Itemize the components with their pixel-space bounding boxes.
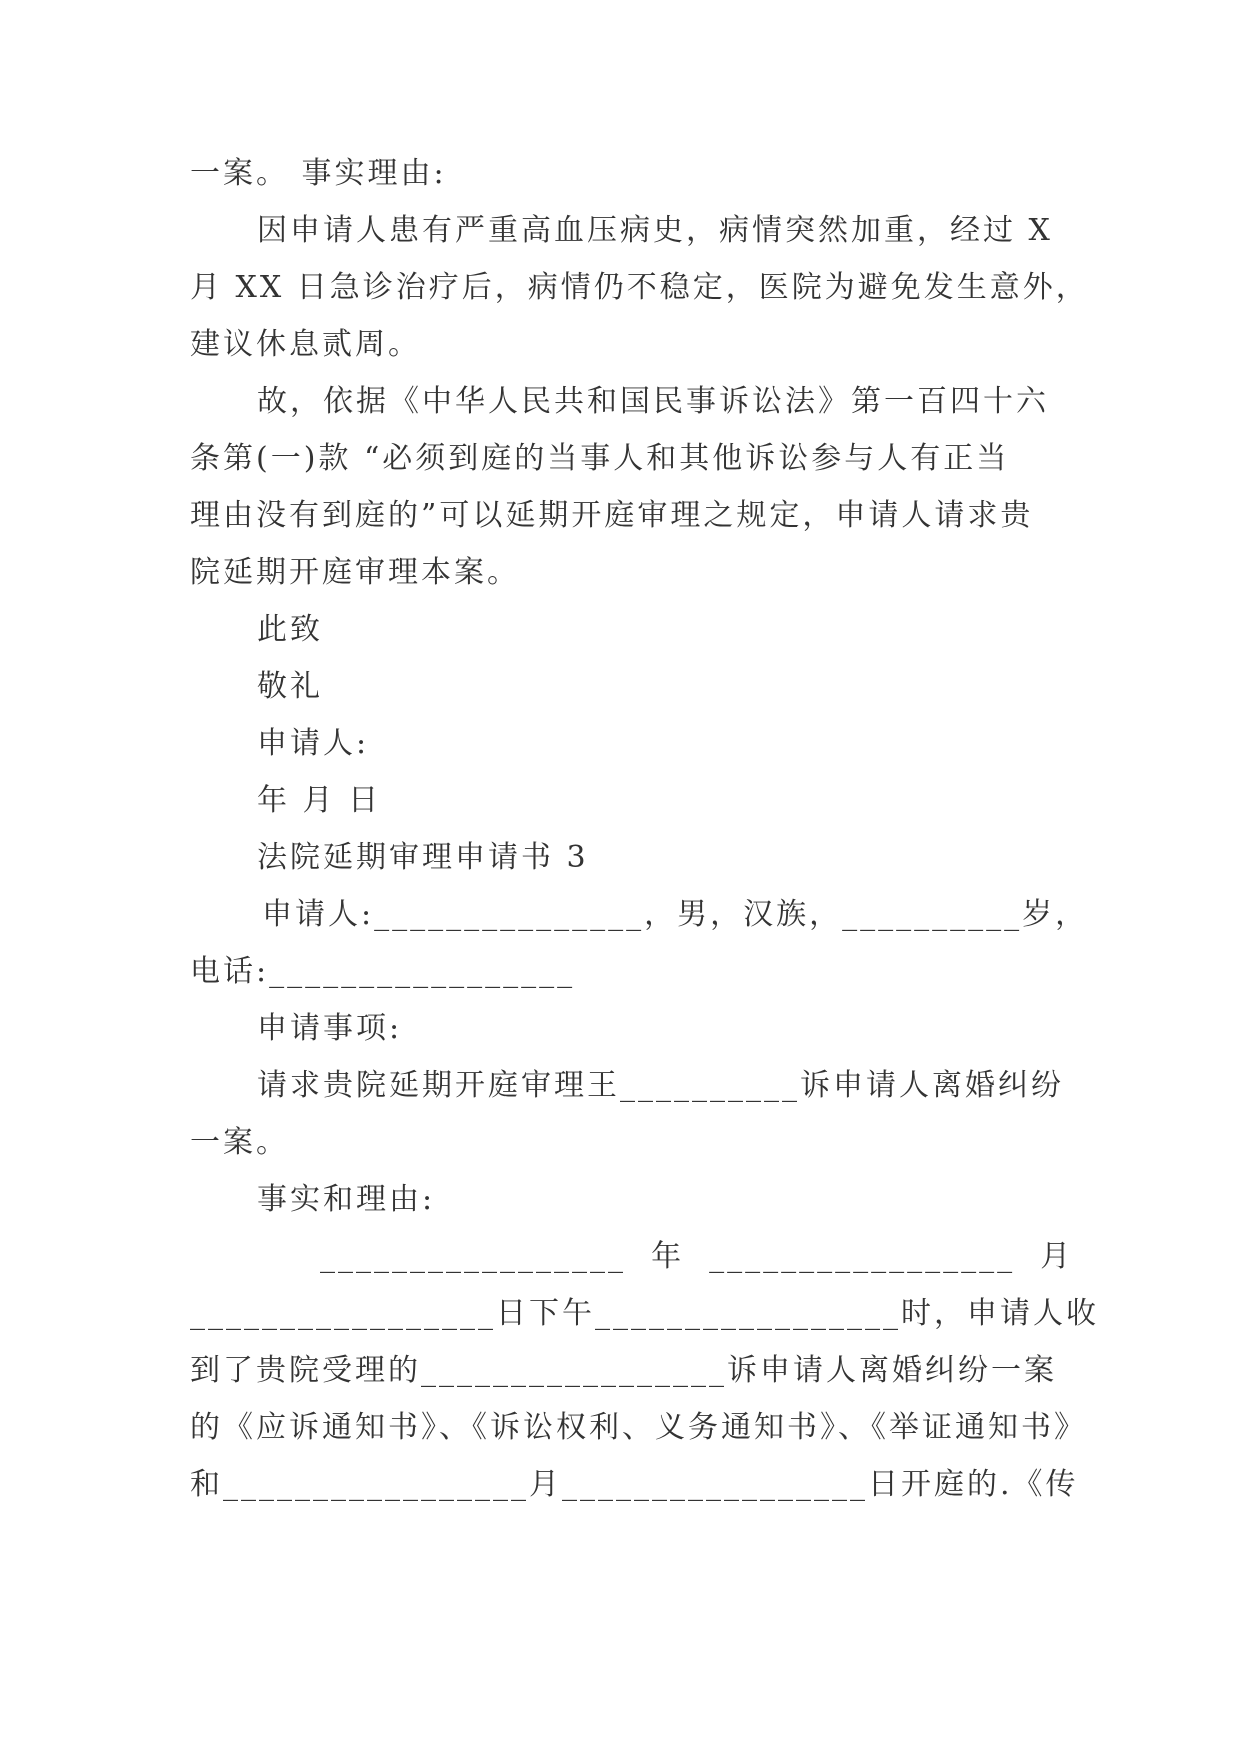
text-line: _________________ 年 _________________ 月	[320, 1239, 1074, 1274]
text-line: 到了贵院受理的_________________诉申请人离婚纠纷一案	[190, 1353, 1057, 1388]
text-line: 建议休息贰周。	[190, 327, 421, 362]
text-line: 申请人:_______________，男，汉族，__________岁，	[262, 897, 1089, 932]
text-line: 因申请人患有严重高血压病史，病情突然加重，经过 X	[257, 213, 1053, 248]
text-line: 理由没有到庭的”可以延期开庭审理之规定，申请人请求贵	[190, 498, 1034, 533]
text-line: 月 XX 日急诊治疗后，病情仍不稳定，医院为避免发生意外，	[190, 270, 1089, 305]
text-line: 的《应诉通知书》、《诉讼权利、义务通知书》、《举证通知书》	[190, 1410, 1087, 1445]
text-line: 年 月 日	[257, 783, 382, 818]
text-line: 申请人:	[257, 726, 370, 761]
text-line: 院延期开庭审理本案。	[190, 555, 520, 590]
text-line: 此致	[257, 612, 323, 647]
text-line: 敬礼	[257, 669, 323, 704]
text-line: 事实和理由:	[257, 1182, 436, 1217]
section-heading: 法院延期审理申请书 3	[257, 840, 589, 875]
text-line: 一案。	[190, 1125, 289, 1160]
text-line: 申请事项:	[257, 1011, 403, 1046]
text-line: 电话:_________________	[190, 954, 576, 989]
text-line: _________________日下午_________________时，申请人收	[190, 1296, 1099, 1331]
text-line: 条第(一)款 “必须到庭的当事人和其他诉讼参与人有正当	[190, 441, 1010, 476]
text-line: 故，依据《中华人民共和国民事诉讼法》第一百四十六	[257, 384, 1049, 419]
text-line: 一案。 事实理由:	[190, 156, 447, 191]
text-line: 和_________________月_________________日开庭的.《传	[190, 1467, 1079, 1502]
text-line: 请求贵院延期开庭审理王__________诉申请人离婚纠纷	[257, 1068, 1064, 1103]
